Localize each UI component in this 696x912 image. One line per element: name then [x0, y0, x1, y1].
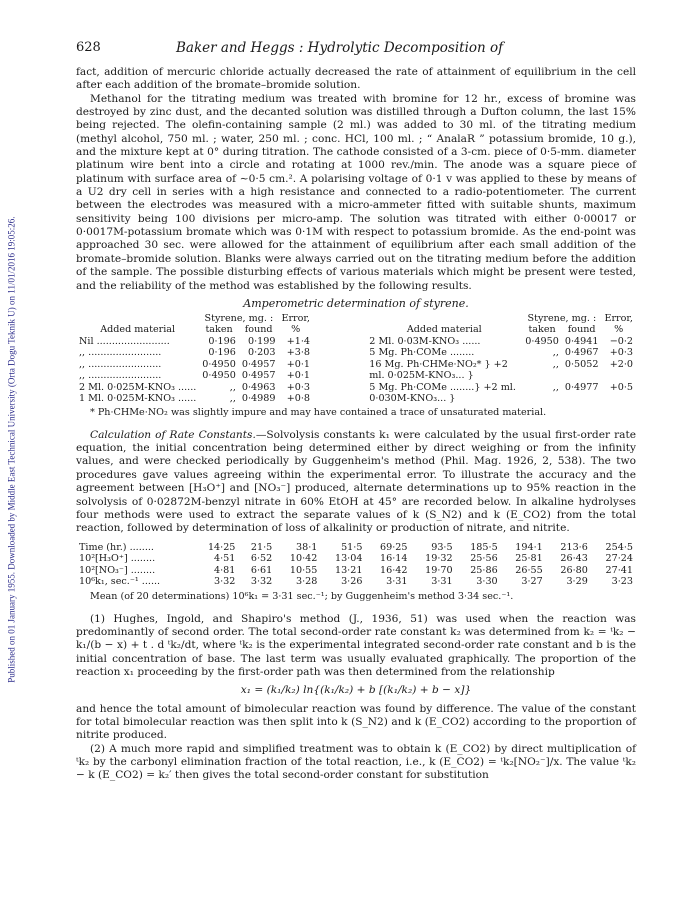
table-cell: 3·28 — [295, 576, 318, 588]
journal-page — [76, 40, 636, 783]
cell-error: +0·1 — [286, 370, 310, 382]
cell-found: 0·199 — [247, 335, 276, 347]
table-cell: 19·70 — [425, 564, 453, 576]
col-found: found — [244, 324, 273, 336]
cell-found: 0·4941 — [564, 335, 599, 347]
table-cell: 16·42 — [380, 564, 408, 576]
paragraph-method-2: (2) A much more rapid and simplified treatment was to obtain k (E_CO2) by direct multiplication of ᵗk₂ by the carbonyl elimination fraction of the total reaction, i.e., k (E_CO2) = ᵗk₂[NO₂⁻]/x. The value ᵗk₂ − k (E_CO2) = k₂′ then gives the total second-order constant for substitution — [76, 742, 636, 782]
row-label: 10²[NO₃⁻] ........ — [79, 564, 156, 576]
table-cell: 10·55 — [289, 564, 318, 576]
col-percent: % — [291, 324, 301, 336]
col-added-material: Added material — [406, 324, 482, 336]
table-cell: 254·5 — [605, 541, 633, 553]
table-row — [76, 347, 313, 359]
cell-found: 0·4957 — [241, 358, 276, 370]
cell-found: 0·4963 — [241, 381, 276, 393]
cell-material: 2 Ml. 0·03M-KNO₃ ...... — [369, 335, 481, 347]
table-cell: 14·25 — [207, 541, 236, 553]
col-found: found — [567, 324, 596, 336]
table-caption: Amperometric determination of styrene. — [243, 296, 469, 310]
cell-error: +3·8 — [286, 347, 310, 359]
cell-material: Nil ........................ — [79, 335, 170, 347]
cell-error: +0·1 — [286, 358, 310, 370]
cell-found: 0·4977 — [564, 381, 599, 393]
cell-material: 5 Mg. Ph·COMe ........ — [369, 347, 475, 359]
cell-taken: ,, — [552, 381, 559, 393]
col-taken: taken — [205, 324, 233, 336]
cell-taken: 0·196 — [208, 335, 236, 347]
table-footnote: * Ph·CHMe·NO₂ was slightly impure and may have contained a trace of unsaturated material. — [90, 406, 547, 418]
row-label: 10²[H₃O⁺] ........ — [79, 553, 156, 565]
cell-taken: 0·4950 — [202, 358, 236, 370]
table-cell: 16·14 — [380, 553, 408, 565]
table-cell: 25·81 — [515, 553, 543, 565]
cell-error: −0·2 — [609, 335, 633, 347]
page-number: 628 — [76, 40, 101, 55]
col-error-header: Error, — [604, 312, 633, 324]
rate-mean: Mean (of 20 determinations) 10⁶k₁ = 3·31 sec.⁻¹; by Guggenheim's method 3·34 sec.⁻¹. — [90, 590, 514, 602]
cell-taken: ,, — [552, 358, 559, 370]
cell-found: 0·203 — [247, 347, 276, 359]
table-cell: 3·30 — [476, 576, 498, 588]
col-styrene-header: Styrene, mg. : — [527, 312, 597, 324]
table-cell: 10·42 — [289, 553, 318, 565]
cell-error: +1·4 — [286, 335, 310, 347]
table-cell: 51·5 — [341, 541, 363, 553]
download-watermark — [2, 30, 22, 870]
table-row — [76, 553, 636, 565]
left-rows — [76, 336, 313, 405]
download-watermark-text: Published on 01 January 1955. Downloaded by Middle East Technical University (Orta Dogu Teknik U) on 11/01/2016 19:05:26. — [6, 216, 17, 684]
table-cell: 27·41 — [605, 564, 633, 576]
cell-found: 0·4957 — [241, 370, 276, 382]
table-cell: 185·5 — [470, 541, 498, 553]
cell-material: ,, ........................ — [79, 358, 162, 370]
row-label: Time (hr.) ........ — [79, 541, 154, 553]
paragraph-bimolecular: and hence the total amount of bimolecular reaction was found by difference. The value of the constant for total bimolecular reaction was then split into k (S_N2) and k (E_CO2) according to the proportion of nitrite produced. — [76, 702, 636, 742]
table-cell: 38·1 — [295, 541, 318, 553]
styrene-table — [76, 313, 636, 405]
paragraph-rate-constants-body: —Solvolysis constants k₁ were calculated by the usual first-order rate equation, the initial concentration being determined either by direct weighing or from the infinity values, and were checked periodically by Guggenheim's method (Phil. Mag. 1926, 2, 538). The two procedures gave values agreeing within the experimental error. To illustrate the accuracy and the agreement between [H₃O⁺] and [NO₃⁻] produced, alternate determinations up to 95% reaction in the solvolysis of 0·02872M-benzyl nitrate in 60% EtOH at 45° are recorded below. In alkaline hydrolyses four methods were used to extract the separate values of k (S_N2) and k (E_CO2) from the total reaction, followed by determination of loss of alkalinity or production of nitrate, and nitrite. — [76, 428, 636, 535]
right-rows — [366, 336, 636, 405]
cell-found: 0·4989 — [241, 393, 276, 405]
table-row — [76, 336, 313, 348]
cell-error: +0·5 — [609, 381, 633, 393]
table-cell: 27·24 — [605, 553, 633, 565]
cell-taken: 0·4950 — [525, 335, 559, 347]
paragraph-rate-constants — [76, 429, 636, 536]
cell-error: +0·8 — [286, 393, 310, 405]
equation: x₁ = (k₁/k₂) ln{(k₁/k₂) + b [(k₁/k₂) + b − x]} — [240, 684, 472, 697]
cell-taken: ,, — [552, 347, 559, 359]
table-row — [366, 359, 636, 382]
table-cell: 93·5 — [431, 541, 453, 553]
table-cell: 4·51 — [214, 553, 236, 565]
running-title: Baker and Heggs : Hydrolytic Decomposition of — [176, 40, 504, 56]
paragraph-method-1: (1) Hughes, Ingold, and Shapiro's method (J., 1936, 51) was used when the reaction was predominantly of second order. The total second-order rate constant k₂ was determined from k₂ = ᵗk₂ − k₁/(b − x) + t . d ᵗk₂/dt, where ᵗk₂ is the experimental integrated second-order rate constant and b is the initial concentration of base. The last term was usually evaluated graphically. The proportion of the reaction x₁ proceeding by the first-order path was then determined from the relationship — [76, 612, 636, 678]
table-cell: 3·31 — [431, 576, 453, 588]
table-cell: 6·61 — [250, 564, 273, 576]
col-error-header: Error, — [281, 312, 310, 324]
cell-taken: ,, — [229, 381, 236, 393]
paragraph-1: fact, addition of mercuric chloride actually decreased the rate of attainment of equilibrium in the cell after each addition of the bromate–bromide solution. — [76, 66, 636, 92]
cell-error: +0·3 — [286, 381, 310, 393]
col-taken: taken — [528, 324, 556, 336]
cell-error: +2·0 — [609, 358, 633, 370]
col-added-material: Added material — [100, 324, 176, 336]
cell-material: ,, ........................ — [79, 347, 162, 359]
table-cell: 6·52 — [250, 553, 273, 565]
cell-taken: ,, — [229, 393, 236, 405]
table-cell: 13·04 — [334, 553, 363, 565]
table-cell: 19·32 — [425, 553, 453, 565]
table-row — [366, 347, 636, 359]
table-cell: 26·55 — [515, 564, 543, 576]
table-cell: 3·23 — [611, 576, 633, 588]
table-row — [366, 336, 636, 348]
cell-taken: 0·196 — [208, 347, 236, 359]
cell-material: 5 Mg. Ph·COMe ........} +2 ml. 0·030M-KNO₃... } — [369, 381, 516, 405]
table-cell: 3·32 — [250, 576, 273, 588]
table-cell: 26·80 — [560, 564, 588, 576]
cell-found: 0·4967 — [564, 347, 599, 359]
table-cell: 69·25 — [380, 541, 408, 553]
cell-error: +0·3 — [609, 347, 633, 359]
cell-material: 16 Mg. Ph·CHMe·NO₂* } +2 ml. 0·025M-KNO₃... } — [369, 358, 508, 382]
cell-material: 2 Ml. 0·025M-KNO₃ ...... — [79, 381, 197, 393]
running-header — [76, 40, 636, 66]
table-cell: 26·43 — [560, 553, 588, 565]
table-cell: 25·86 — [470, 564, 498, 576]
rate-table — [76, 542, 636, 588]
table-cell: 194·1 — [515, 541, 543, 553]
table-row — [76, 393, 313, 405]
paragraph-methanol: Methanol for the titrating medium was treated with bromine for 12 hr., excess of bromine was destroyed by zinc dust, and the decanted solution was distilled through a Dufton column, the last 15% being rejected. The olefin-containing sample (2 ml.) was added to 30 ml. of the titrating medium (methyl alcohol, 750 ml. ; water, 250 ml. ; conc. HCl, 100 ml. ; “ AnalaR ” potassium bromide, 10 g.), and the mixture kept at 0° during titration. The cathode consisted of a 3-cm. piece of 0·5-mm. diameter platinum wire bent into a circle and rotating at 1000 rev./min. The anode was a square piece of platinum with surface area of ∼0·5 cm.². A polarising voltage of 0·1 v was applied to these by means of a U2 dry cell in series with a high resistance and connected to a radio-potentiometer. The current between the electrodes was measured with a micro-ammeter fitted with suitable shunts, maximum sensitivity being 100 divisions per micro-amp. The solution was titrated with either 0·00017 or 0·0017M-potassium bromate which was 0·1M with respect to potassium bromide. As the end-point was approached 30 sec. were allowed for the attainment of equilibrium after each small addition of the bromate–bromide solution. Blanks were always carried out on the titrating medium before the addition of the sample. The possible disturbing effects of various materials which might be present were tested, and the reliability of the method was established by the following results. — [76, 92, 636, 292]
col-styrene-header: Styrene, mg. : — [204, 312, 274, 324]
table-cell: 3·27 — [521, 576, 543, 588]
cell-taken: 0·4950 — [202, 370, 236, 382]
table-row — [76, 576, 636, 588]
table-cell: 21·5 — [250, 541, 273, 553]
table-row — [76, 382, 313, 394]
table-cell: 4·81 — [214, 564, 236, 576]
table-cell: 3·32 — [214, 576, 236, 588]
table-cell: 13·21 — [334, 564, 363, 576]
table-cell: 3·26 — [341, 576, 363, 588]
table-cell: 25·56 — [470, 553, 498, 565]
col-percent: % — [614, 324, 624, 336]
cell-material: 1 Ml. 0·025M-KNO₃ ...... — [79, 393, 197, 405]
table-row — [76, 370, 313, 382]
section-heading: Calculation of Rate Constants. — [90, 428, 256, 441]
styrene-table-right — [366, 313, 636, 405]
table-cell: 3·31 — [386, 576, 408, 588]
table-row — [366, 382, 636, 405]
table-row — [76, 565, 636, 577]
table-row — [76, 359, 313, 371]
cell-found: 0·5052 — [564, 358, 599, 370]
cell-material: ,, ........................ — [79, 370, 162, 382]
table-row — [76, 542, 636, 554]
styrene-table-left — [76, 313, 313, 405]
table-cell: 3·29 — [566, 576, 588, 588]
table-cell: 213·6 — [560, 541, 588, 553]
row-label: 10⁶k₁, sec.⁻¹ ...... — [79, 576, 161, 588]
